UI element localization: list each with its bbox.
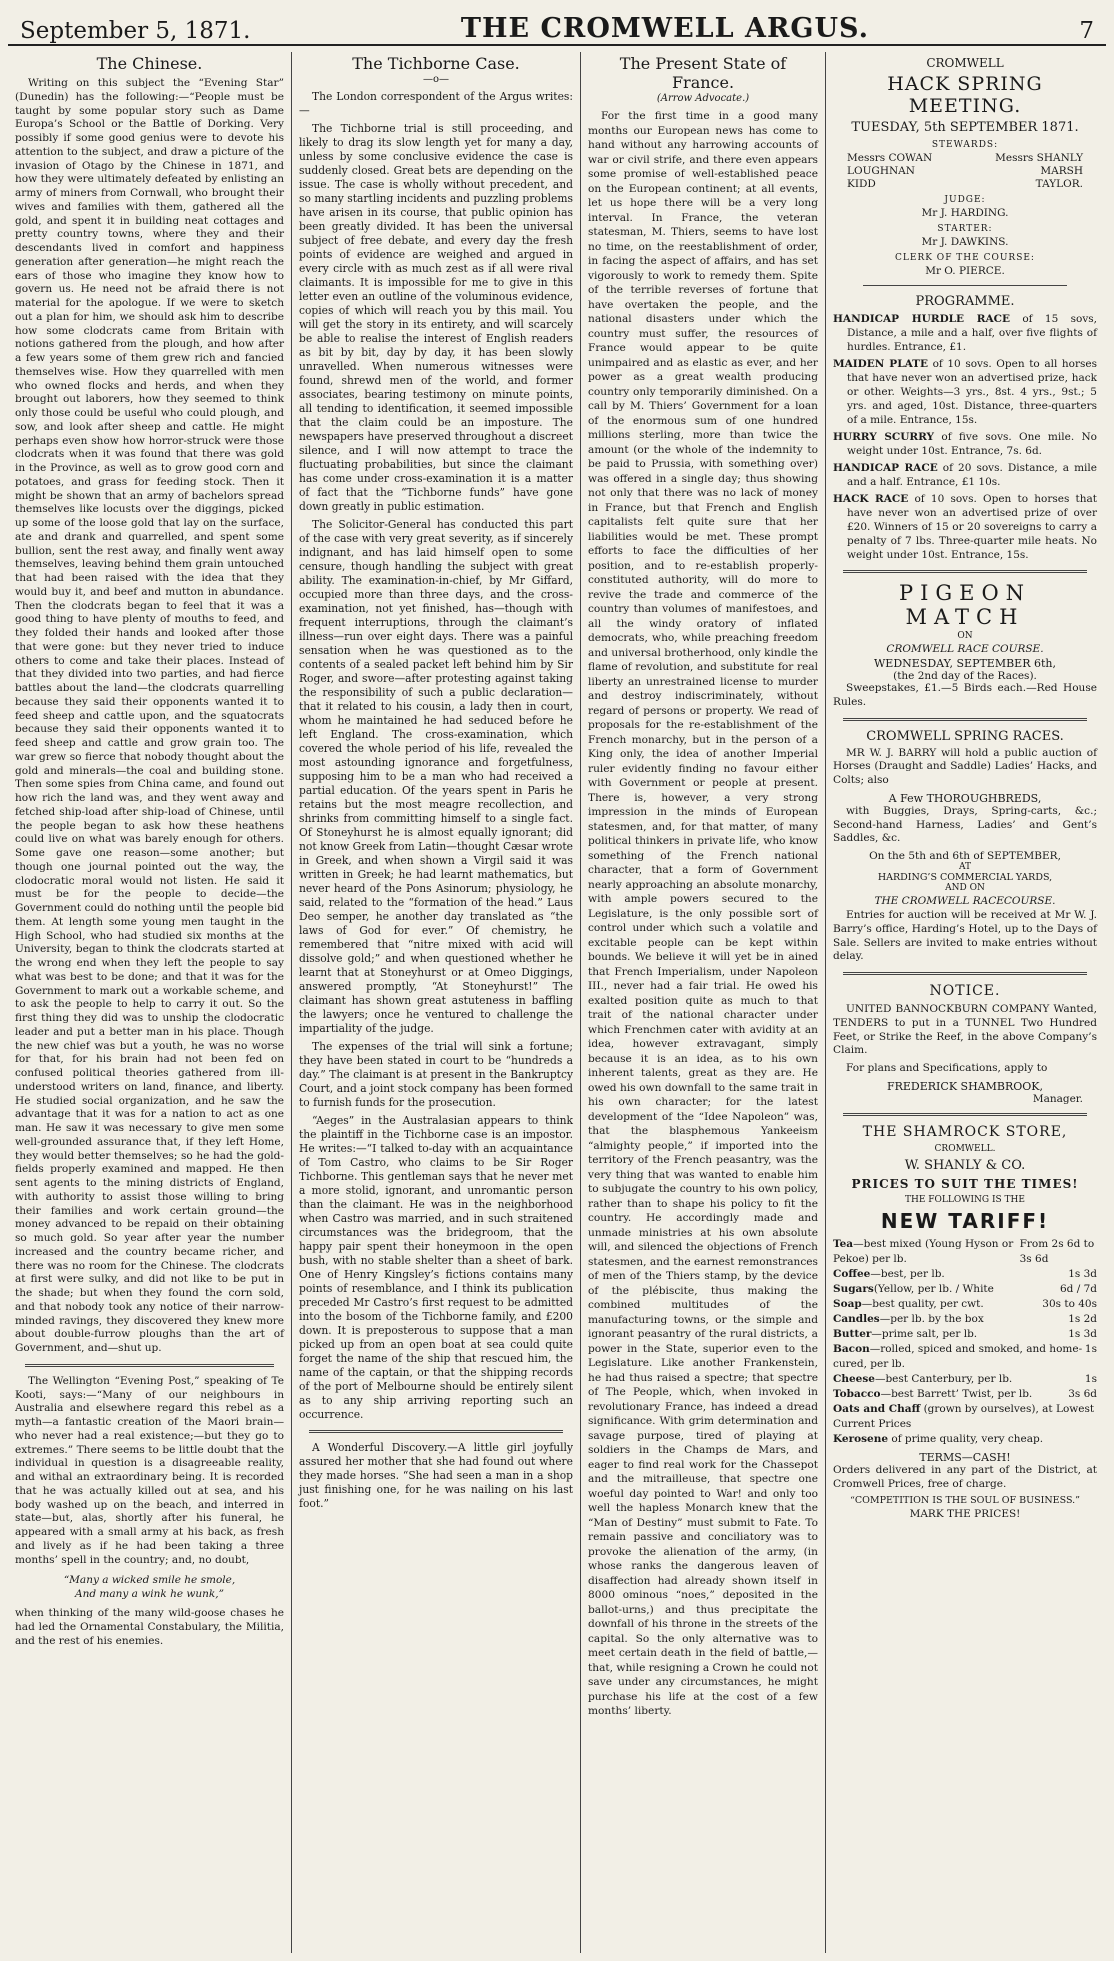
quoted-verse xyxy=(15,1573,284,1601)
pigeon-terms: Sweepstakes, £1.—5 Birds each.—Red House Rules. xyxy=(833,682,1097,708)
column-advertisements xyxy=(825,52,1104,1953)
tariff-line: Coffee—best, per lb. 1s 3d xyxy=(833,1267,1097,1280)
auction-yards: HARDING’S COMMERCIAL YARDS, xyxy=(877,872,1053,883)
orders-note: Orders delivered in any part of the District, at Cromwell Prices, free of charge. xyxy=(833,1463,1097,1490)
pigeon-on: ON xyxy=(957,631,973,641)
auction-at: AT xyxy=(958,862,971,872)
meeting-title: HACK SPRING MEETING. xyxy=(887,73,1043,117)
tariff-line: Tea—best mixed (Young Hyson or Pekoe) per lb. From 2s 6d to 3s 6d xyxy=(833,1237,1095,1265)
column-tichborne xyxy=(291,52,580,1953)
race-entry: MAIDEN PLATE of 10 sovs. Open to all horses that have never won an advertised prize, hack or other. Weights—3 yrs., 8st. 4 yrs., 9st.; 5 yrs. and aged, 10st. Distance, three-quarters of a mile. Entrance, 15s. xyxy=(833,358,1097,426)
mark-prices: MARK THE PRICES! xyxy=(909,1508,1021,1521)
notice-name: FREDERICK SHAMBROOK, xyxy=(886,1079,1043,1093)
auction-thoroughbreds: A Few THOROUGHBREDS, xyxy=(888,791,1042,805)
article-paragraph: The expenses of the trial will sink a fortune; they have been stated in court to be “hundreds a day.” The claimant is at present in the Bankruptcy Court, and a joint stock company has been formed to furnish funds for the prosecution. xyxy=(299,1040,573,1109)
starter-name: Mr J. DAWKINS. xyxy=(921,236,1009,248)
article-heading: The Present State of France. xyxy=(619,54,787,92)
article-paragraph: Writing on this subject the “Evening Star” (Dunedin) has the following:—“People must be taught by some popular story such as Dame Europa’s School or the Battle of Dorking. Very possibly if some good genius were to devote his attention to the subject, and draw a picture of the invasion of Otago by the Chinese in 1871, and how they were ultimately defeated by enlisting an army of miners from Cornwall, who brought their wives and families with them, gathered all the gold, and spent it in building neat cottages and pretty country towns, where they and their descendants lived in comfort and happiness generation after generation—he might reach the ears of those who imagine they know how to govern us. He need not be afraid there is not material for the apologue. If we were to sketch out a plan for him, we should ask him to describe how some clodcrats came from Britain with notions gathered from the plough, and how after a few years some of them grew rich and fancied themselves wise. How they quarrelled with men who owned flocks and herds, and when they brought out laborers, how they seemed to think only those could be useful who could plough, and sow, and look after sheep and cattle. He might perhaps even show how horror-struck were those clodcrats when it was found that there was gold in the Province, as well as to grow good corn and potatoes, and grass for feeding stock. Then it might be shown that an army of bachelors spread themselves like locusts over the diggings, picked up some of the loose gold that lay on the surface, ate and drank and quarrelled, and spent some bullion, sent the rest away, and finally went away themselves, leaving behind them grain untouched that had been raised with the idea that they would buy it, and beef and mutton in abundance. Then the clodcrats began to feel that it was a good thing to have plenty of mouths to feed, and they folded their hands and looked after those that were gone: but they never tried to induce others to come and take their places. Instead of that they divided into two parties, and had fierce battles about the land—the clodcrats quarrelling because they said their opponents wanted it to feed sheep and cattle upon, and the squatocrats because they said their opponents wanted it to feed sheep and cattle and grow grain too. The war grew so fierce that nobody thought about the gold and minerals—the coal and building stone. Then some spies from China came, and found out how rich the land was, and they went away and fetched ship-load after ship-load of Chinese, until the people began to ask how these heathens could live on what was barely enough for others. Some gave one reason—some another; but though one journal pointed out the way, the clodocratic moral would not listen. He said it must be for the people to decide—the Government could do nothing until the people bid them. At length some young men taught in the High School, who had studied six months at the University, began to think the clodcrats started at the wrong end when they left the people to say what was best to be done; and that it was for the Government to mark out a workable scheme, and to ask the people to help to carry it out. So the first thing they did was to unship the clodocratic leader and put a better man in his place. Though the new chief was but a youth, he was no worse for that, for his brain had not been fed on confused political theories gathered from ill-understood writers on land, finance, and liberty. He studied social organization, and he saw the advantage that it was for a nation to act as one man. He saw it was necessary to give men some well-grounded assurance that, if they left Home, they would better themselves; so he had the gold-fields properly examined and mapped. He then sent agents to the mining districts of England, with authority to assist those willing to bring their families and work certain ground—the money advanced to be repaid on their obtaining so much gold. So year after year the number increased and the country became richer, and there was no room for the Chinese. The clodcrats at first were sulky, and did not like to be put in the shade; but when they found the corn sold, and that nobody took any notice of their narrow-minded ravings, they discovered they knew more about double-furrow ploughs than the art of Government, and—shut up. xyxy=(15,77,284,1354)
steward: KIDD xyxy=(847,178,876,190)
divider xyxy=(863,285,1067,286)
steward: LOUGHNAN xyxy=(847,165,915,177)
store-place: CROMWELL. xyxy=(934,1143,996,1154)
auction-paragraph: with Buggies, Drays, Spring-carts, &c.; Second-hand Harness, Ladies’ and Gent’s Saddles, &c. xyxy=(833,804,1097,845)
prices-slogan: PRICES TO SUIT THE TIMES! xyxy=(851,1176,1079,1191)
steward: Messrs SHANLY xyxy=(995,152,1083,164)
race-entry: HACK RACE of 10 sovs. Open to horses that have never won an advertised prize of over £20. Winners of 15 or 20 sovereigns to carry a penalty of 7 lbs. Three-quarter mile heats. No weight under 10st. Entrance, 15s. xyxy=(833,493,1097,561)
notice-paragraph: For plans and Specifications, apply to xyxy=(846,1062,1048,1074)
column-france xyxy=(580,52,825,1953)
short-item: A Wonderful Discovery.—A little girl joyfully assured her mother that she had found out where they made horses. “She had seen a man in a shop just finishing one, for he was nailing on his last foot.” xyxy=(299,1441,573,1510)
stewards-row xyxy=(833,178,1097,190)
notice-title: NOTICE. xyxy=(929,983,1001,999)
divider xyxy=(843,718,1087,721)
masthead xyxy=(8,0,1106,46)
auction-paragraph: Entries for auction will be received at Mr W. J. Barry’s office, Harding’s Hotel, up to the Days of Sale. Sellers are invited to make entries without delay. xyxy=(833,909,1097,963)
tariff-line: Cheese—best Canterbury, per lb. 1s xyxy=(833,1372,1097,1385)
notice-role: Manager. xyxy=(1032,1092,1083,1105)
tariff-line: Soap—best quality, per cwt. 30s to 40s xyxy=(833,1297,1097,1310)
tariff-line: Bacon—rolled, spiced and smoked, and home-cured, per lb. 1s xyxy=(833,1342,1097,1370)
auction-dates: On the 5th and 6th of SEPTEMBER, xyxy=(869,850,1061,862)
tariff-line: Candles—per lb. by the box 1s 2d xyxy=(833,1312,1097,1325)
tariff-list xyxy=(833,1237,1097,1447)
race-entry: HURRY SCURRY of five sovs. One mile. No weight under 10st. Entrance, 7s. 6d. xyxy=(833,431,1097,457)
article-source: (Arrow Advocate.) xyxy=(656,93,750,104)
article-paragraph: For the first time in a good many months our European news has come to hand without any harrowing accounts of war or civil strife, and there even appears some promise of well-established peace on the European continent; at all events, let us hope there will be a very long interval. In France, the veteran statesman, M. Thiers, seems to have lost no time, on the reestablishment of order, in facing the aspect of affairs, and has set vigorously to work to remedy them. Spite of the terrible reverses of fortune that have overtaken the people, and the national disasters under which the country must suffer, the resources of France would appear to be quite unimpaired and as elastic as ever, and her power as a great wealth producing country only temporarily diminished. On a call by M. Thiers’ Government for a loan of the enormous sum of one hundred millions sterling, more than twice the amount (or the whole of the indemnity to be paid to Prussia, with something over) was offered in a single day; thus showing not only that there was no lack of money in France, but that French and English capitalists felt quite sure that her liabilities would be met. These prompt efforts to face the difficulties of her position, and to re-establish properly-constituted authority, will do more to revive the trade and commerce of the country than volumes of manifestoes, and all the windy oratory of inflated democrats, who, while preaching freedom and universal brotherhood, only kindle the flame of revolution, and substitute for real liberty an unrestrained license to murder and destroy indiscriminately, without regard of persons or property. We read of proposals for the re-establishment of the French monarchy, but in the person of a King only, the idea of another Imperial ruler evidently finding no favour either with Government or people at present. There is, however, a very strong impression in the minds of European statesmen, and, for that matter, of many political thinkers in private life, who know something of the French national character, that a form of Government nearly approaching an absolute monarchy, with ample powers secured to the Legislature, is the only possible sort of control under which such a volatile and excitable people can be kept within bounds. We believe it will yet be in ained that French Imperialism, under Napoleon III., never had a fair trial. He owed his exalted position quite as much to that trait of the national character under which Frenchmen cater with avidity at an idea, however extravagant, simply because it is an idea, as to his own inherent talents, great as they are. He owed his own downfall to the same trait in his own character; for the latest development of the “Idee Napoleon” was, that the blasphemous Yankeeism “almighty people,” if imported into the territory of the French peasantry, was the very thing that was wanted to enable him to subjugate the country to his own policy, rather than to shape his policy to fit the country. He accordingly made and unmade ministries at his own absolute will, and silenced the objections of French statesmen, and the earnest remonstrances of men of the Thiers stamp, by the device of the plébiscite, thus making the combined multitudes of the manufacturing towns, or the simple and ignorant peasantry of the rural districts, a power in the State, superior even to the Legislature. Like another Frankenstein, he had thus raised a spectre; that spectre of The People, which, when invoked in revolutionary France, has indeed a dread significance. With grim determination and savage purpose, tired of playing at soldiers in the Champs de Mars, and eager to find real work for the Chassepot and the mitrailleuse, that spectre one woeful day pointed to War! and only too well the hapless Monarch knew that the “Man of Destiny” must submit to Fate. To remain passive and conciliatory was to provoke the alienation of the army, (in whose ranks the dangerous leaven of disaffection had already shown itself in 8000 ominous “noes,” deposited in the ballot-urns,) and thus precipitate the downfall of his throne in the streets of the capital. So the only alternative was to meet certain death in the field of battle,—that, while resigning a Crown he could not save under any circumstances, he might purchase his life at the cost of a few months’ liberty. xyxy=(588,110,818,1717)
terms: TERMS—CASH! xyxy=(919,1450,1011,1464)
pigeon-date: WEDNESDAY, SEPTEMBER 6th, xyxy=(874,657,1056,670)
judge-label: JUDGE: xyxy=(944,195,986,205)
article-paragraph: The Wellington “Evening Post,” speaking of Te Kooti, says:—“Many of our neighbours in Australia and elsewhere regard this rebel as a myth—a fantastic creation of the Maori brain—who never had a real existence;—but they go to extremes.” There seems to be little doubt that the individual in question is a disagreeable reality, and withal an extraordinary being. It is recorded that he was actually killed out at sea, and his body washed up on the beach, and interred in state—but, alas, shortly after his funeral, he appeared with a small army at his back, as fresh and lively as if he had been taking a three months’ spell in the country; and, no doubt, xyxy=(15,1374,284,1566)
auction-and-on: AND ON xyxy=(945,883,985,893)
pigeon-sub: (the 2nd day of the Races). xyxy=(893,670,1037,682)
tariff-line: Tobacco—best Barrett’ Twist, per lb. 3s 6d xyxy=(833,1387,1097,1400)
verse-line: And many a wink he wunk,” xyxy=(75,1588,224,1601)
verse-line: “Many a wicked smile he smole, xyxy=(63,1574,236,1587)
tariff-line: Oats and Chaff (grown by ourselves), at Lowest Current Prices xyxy=(833,1402,1095,1430)
auction-title: CROMWELL SPRING RACES. xyxy=(866,728,1064,744)
divider xyxy=(843,570,1087,573)
stewards-row xyxy=(833,152,1097,164)
newspaper-title: THE CROMWELL ARGUS. xyxy=(460,13,869,44)
page-number: 7 xyxy=(1079,18,1094,44)
tariff-line: Sugars(Yellow, per lb. / White 6d / 7d xyxy=(833,1282,1097,1295)
divider xyxy=(25,1364,274,1367)
pigeon-course: CROMWELL RACE COURSE. xyxy=(886,643,1044,655)
store-owner: W. SHANLY & CO. xyxy=(904,1157,1026,1173)
clerk-label: CLERK OF THE COURSE: xyxy=(895,253,1035,263)
store-title: THE SHAMROCK STORE, xyxy=(862,1123,1068,1140)
auction-paragraph: MR W. J. BARRY will hold a public auction of Horses (Draught and Saddle) Ladies’ Hacks, and Colts; also xyxy=(833,746,1097,786)
auction-course: THE CROMWELL RACECOURSE. xyxy=(874,895,1056,907)
divider xyxy=(843,1113,1087,1116)
article-heading: The Tichborne Case. xyxy=(352,54,520,73)
divider xyxy=(309,1430,563,1433)
notice-paragraph: UNITED BANNOCKBURN COMPANY Wanted, TENDERS to put in a TUNNEL Two Hundred Feet, or Strike the Reef, in the above Company’s Claim. xyxy=(833,1003,1097,1057)
starter-label: STARTER: xyxy=(937,224,993,234)
meeting-place: CROMWELL xyxy=(926,56,1004,70)
stewards-label: STEWARDS: xyxy=(931,140,999,150)
column-chinese xyxy=(8,52,291,1953)
article-heading: The Chinese. xyxy=(96,54,203,73)
steward: MARSH xyxy=(1040,165,1083,177)
tariff-title: NEW TARIFF! xyxy=(880,1208,1050,1233)
tariff-line: Kerosene of prime quality, very cheap. xyxy=(833,1432,1044,1445)
steward: Messrs COWAN xyxy=(847,152,933,164)
judge-name: Mr J. HARDING. xyxy=(921,207,1009,219)
article-paragraph: when thinking of the many wild-goose chases he had led the Ornamental Constabulary, the Militia, and the rest of his enemies. xyxy=(15,1607,284,1647)
issue-date: September 5, 1871. xyxy=(20,18,251,44)
divider xyxy=(843,972,1087,975)
meeting-date: TUESDAY, 5th SEPTEMBER 1871. xyxy=(851,120,1079,135)
article-paragraph: The Solicitor-General has conducted this part of the case with very great severity, as if sincerely indignant, and has laid himself open to some censure, though handling the subject with great ability. The examination-in-chief, by Mr Giffard, occupied more than three days, and the cross-examination, not yet finished, has—though with frequent interruptions, through the claimant’s illness—run over eight days. There was a painful sensation when he was questioned as to the contents of a sealed packet left behind him by Sir Roger, and swore—after protesting against taking the responsibility of such a public declaration—that it related to his cousin, a lady then in court, whom he maintained he had seduced before he left England. The cross-examination, which covered the whole period of his life, revealed the most astounding ignorance and forgetfulness, supposing him to be a man who had received a partial education. Of the years spent in Paris he retains but the most meagre recollection, and shrinks from committing himself to a single fact. Of Stoneyhurst he is almost equally ignorant; did not know Greek from Latin—thought Cæsar wrote in Greek, and when shown a Virgil said it was written in Greek; he had learnt mathematics, but never heard of the Pons Asinorum; physiology, he said, related to the “formation of the head.” Laus Deo semper, he another day translated as “the laws of God for ever.” Of chemistry, he remembered that “nitre mixed with acid will dissolve gold;” and when questioned whether he learnt that at Stoneyhurst or at Omeo Diggings, answered promptly, “At Stoneyhurst!” The claimant has shown great astuteness in baffling the lawyers; once he ventured to challenge the impartiality of the judge. xyxy=(299,518,573,1035)
steward: TAYLOR. xyxy=(1035,178,1083,190)
race-entry: HANDICAP RACE of 20 sovs. Distance, a mile and a half. Entrance, £1 10s. xyxy=(833,462,1097,488)
programme-heading: PROGRAMME. xyxy=(915,294,1015,309)
tariff-line: Butter—prime salt, per lb. 1s 3d xyxy=(833,1327,1097,1340)
race-entry: HANDICAP HURDLE RACE of 15 sovs, Distance, a mile and a half, over five flights of hurdles. Entrance, £1. xyxy=(833,313,1098,353)
article-paragraph: The Tichborne trial is still proceeding, and likely to drag its slow length yet for many a day, unless by some conclusive evidence the case is suddenly closed. Great bets are depending on the issue. The case is wholly without precedent, and so many startling incidents and puzzling problems have arisen in its course, that public opinion has been greatly divided. It has been the universal subject of free debate, and every day the fresh points of evidence are weighed and argued in every circle with as much zest as if all were rival claimants. It is impossible for me to give in this letter even an outline of the voluminous evidence, copies of which will reach you by this mail. You will get the story in its entirety, and will scarcely be able to realise the interest of English readers as bit by bit, day by day, it has been slowly unravelled. When numerous witnesses were found, shrewd men of the world, and former associates, bearing testimony on minute points, all tending to identification, it seemed impossible that the claim could be an imposture. The newspapers have preserved throughout a discreet silence, and I will now attempt to trace the fluctuating probabilities, but since the claimant has come under cross-examination it is a matter of fact that the “Tichborne funds” have gone down greatly in public estimation. xyxy=(299,122,573,513)
tariff-intro: THE FOLLOWING IS THE xyxy=(905,1194,1025,1205)
stewards-row xyxy=(833,165,1097,177)
clerk-name: Mr O. PIERCE. xyxy=(925,265,1005,277)
article-paragraph: The London correspondent of the Argus writes:— xyxy=(299,90,573,117)
article-paragraph: “Aeges” in the Australasian appears to think the plaintiff in the Tichborne case is an impostor. He writes:—“I talked to-day with an acquaintance of Tom Castro, who claims to be Sir Roger Tichborne. This gentleman says that he never met a more stolid, ignorant, and unromantic person than the claimant. He was in the neighborhood when Castro was married, and in such straitened circumstances was the bridegroom, that the happy pair spent their honeymoon in the open bush, with no stable shelter than a sheet of bark. One of Henry Kingsley’s fictions contains many points of resemblance, and I think its publication preceded Mr Castro’s first request to be admitted into the bosom of the Tichborne family, and £200 down. It is preposterous to suppose that a man picked up from an open boat at sea could quite forget the name of the ship that rescued him, the name of the captain, or that the shipping records of the port of Melbourne should be entirely silent as to any ship arriving reporting such an occurrence. xyxy=(299,1114,573,1421)
motto: “COMPETITION IS THE SOUL OF BUSINESS.” xyxy=(849,1495,1081,1507)
pigeon-match-title: PIGEON MATCH xyxy=(898,581,1032,629)
heading-ornament: —o— xyxy=(422,74,450,85)
columns xyxy=(8,52,1106,1953)
